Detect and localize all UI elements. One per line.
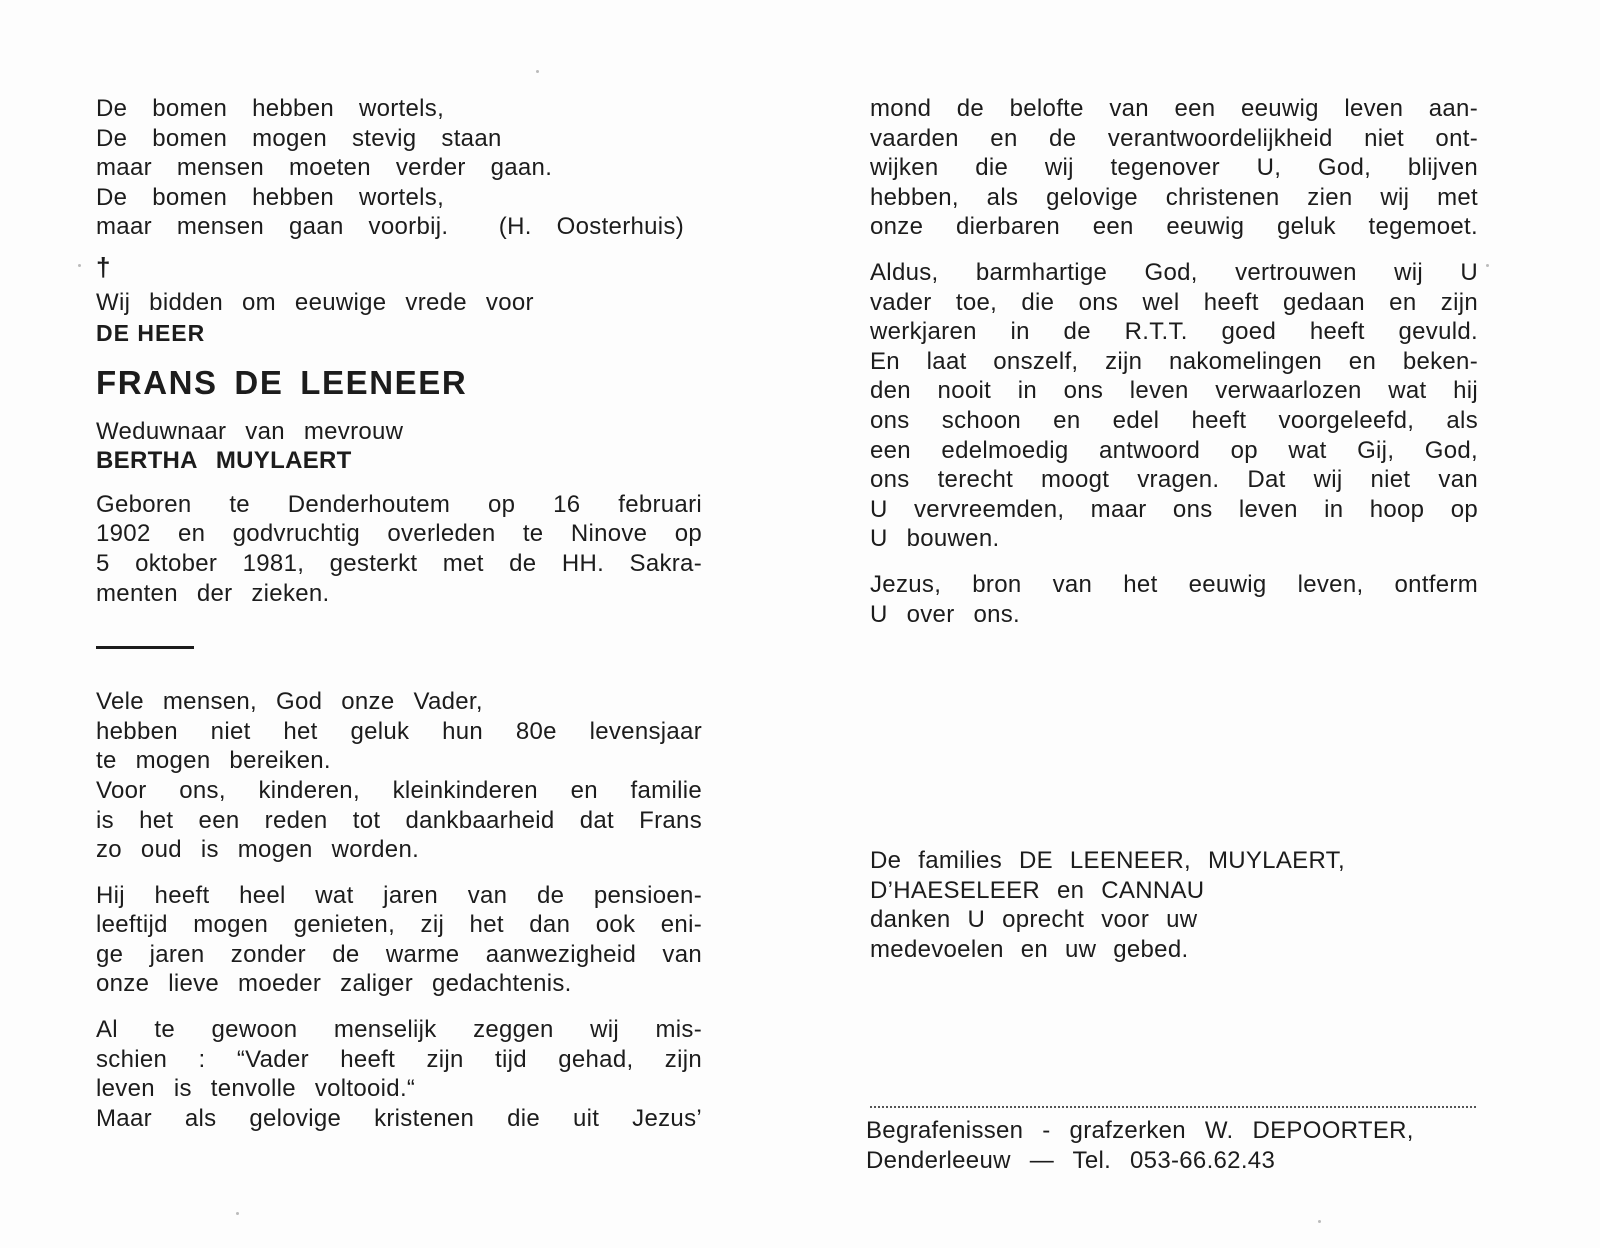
title-prefix: DE HEER xyxy=(96,319,206,346)
text-line: Aldus, barmhartige God, vertrouwen wij U xyxy=(870,258,1478,286)
text-line: Geboren te Denderhoutem op 16 februari xyxy=(96,490,702,518)
text-line: zo oud is mogen worden. xyxy=(96,836,420,864)
paper-speck xyxy=(536,70,539,73)
text-line: U bouwen. xyxy=(870,525,1000,553)
left-column xyxy=(96,94,702,1149)
text-line: menten der zieken. xyxy=(96,579,330,607)
birth-death-paragraph xyxy=(96,490,702,608)
poem-line-text: maar mensen gaan voorbij. xyxy=(96,213,449,241)
paragraph xyxy=(870,258,1478,554)
poem-line: De bomen hebben wortels, xyxy=(96,183,445,211)
printer-line-1: Begrafenissen - grafzerken W. DEPOORTER, xyxy=(866,1117,1414,1144)
text-line: ons schoon en edel heeft voorgeleefd, als xyxy=(870,406,1478,434)
poem-line: maar mensen moeten verder gaan. xyxy=(96,154,553,182)
paper-speck xyxy=(1486,264,1489,267)
text-line: Voor ons, kinderen, kleinkinderen en familie xyxy=(96,776,702,804)
prayer-intro: Wij bidden om eeuwige vrede voor xyxy=(96,288,534,316)
text-line: Al te gewoon menselijk zeggen wij mis- xyxy=(96,1016,702,1044)
text-line: leven is tenvolle voltooid.“ xyxy=(96,1075,416,1103)
poem-attribution: (H. Oosterhuis) xyxy=(498,213,684,241)
text-line: Jezus, bron van het eeuwig leven, ontferm xyxy=(870,570,1478,598)
text-line: ons terecht moogt vragen. Dat wij niet van xyxy=(870,466,1478,494)
paragraph xyxy=(96,881,702,999)
text-line: onze dierbaren een eeuwig geluk tegemoet. xyxy=(870,213,1478,241)
paragraph xyxy=(870,570,1478,629)
paragraph xyxy=(96,1015,702,1133)
text-line: U over ons. xyxy=(870,600,1021,628)
text-line: vaarden en de verantwoordelijkheid niet ont- xyxy=(870,124,1478,152)
text-line: een edelmoedig antwoord op wat Gij, God, xyxy=(870,436,1478,464)
thanks-line: D’HAESELEER en CANNAU xyxy=(870,876,1205,904)
text-line: onze lieve moeder zaliger gedachtenis. xyxy=(96,970,572,998)
text-line: ge jaren zonder de warme aanwezigheid van xyxy=(96,940,702,968)
text-line: den nooit in ons leven verwaarlozen wat hij xyxy=(870,377,1478,405)
cross-icon: † xyxy=(96,251,111,282)
right-column xyxy=(870,94,1478,645)
text-line: is het een reden tot dankbaarheid dat Frans xyxy=(96,806,702,834)
text-line: hebben niet het geluk hun 80e levensjaar xyxy=(96,717,702,745)
text-line: 1902 en godvruchtig overleden te Ninove op xyxy=(96,520,702,548)
text-line: schien : “Vader heeft zijn tijd gehad, zijn xyxy=(96,1045,702,1073)
text-line: Maar als gelovige kristenen die uit Jezus’ xyxy=(96,1104,702,1132)
printer-line-2: Denderleeuw — Tel. 053-66.62.43 xyxy=(866,1146,1276,1174)
widower-line: Weduwnaar van mevrouw xyxy=(96,417,404,445)
text-line: Vele mensen, God onze Vader, xyxy=(96,688,483,716)
poem xyxy=(96,94,702,242)
poem-line: De bomen mogen stevig staan xyxy=(96,124,502,152)
poem-line: De bomen hebben wortels, xyxy=(96,95,445,122)
text-line: werkjaren in de R.T.T. goed heeft gevuld. xyxy=(870,318,1478,346)
thanks-line: danken U oprecht voor uw xyxy=(870,906,1198,934)
text-line: U vervreemden, maar ons leven in hoop op xyxy=(870,495,1478,523)
text-line: mond de belofte van een eeuwig leven aan- xyxy=(870,95,1478,122)
paragraph xyxy=(870,94,1478,242)
paper-speck xyxy=(78,264,81,267)
text-line: vader toe, die ons wel heeft gedaan en zijn xyxy=(870,288,1478,316)
spouse-name: BERTHA MUYLAERT xyxy=(96,447,352,475)
text-line: hebben, als gelovige christenen zien wij met xyxy=(870,183,1478,211)
poem-line-last xyxy=(96,212,684,242)
thanks-line: De families DE LEENEER, MUYLAERT, xyxy=(870,847,1345,874)
text-line: En laat onszelf, zijn nakomelingen en beken- xyxy=(870,347,1478,375)
family-thanks xyxy=(870,846,1490,964)
text-line: te mogen bereiken. xyxy=(96,747,331,775)
text-line: leeftijd mogen genieten, zij het dan ook eni- xyxy=(96,911,702,939)
divider xyxy=(96,646,194,649)
text-line: Hij heeft heel wat jaren van de pensioen- xyxy=(96,881,702,909)
paper-speck xyxy=(236,1212,239,1215)
paragraph xyxy=(96,687,702,865)
paper-speck xyxy=(1318,1220,1321,1223)
printer-credit xyxy=(866,1116,1478,1175)
dotted-separator xyxy=(870,1106,1476,1108)
text-line: wijken die wij tegenover U, God, blijven xyxy=(870,154,1478,182)
thanks-line: medevoelen en uw gebed. xyxy=(870,935,1189,963)
deceased-name: FRANS DE LEENEER xyxy=(96,363,468,401)
text-line: 5 oktober 1981, gesterkt met de HH. Sakra- xyxy=(96,549,702,577)
